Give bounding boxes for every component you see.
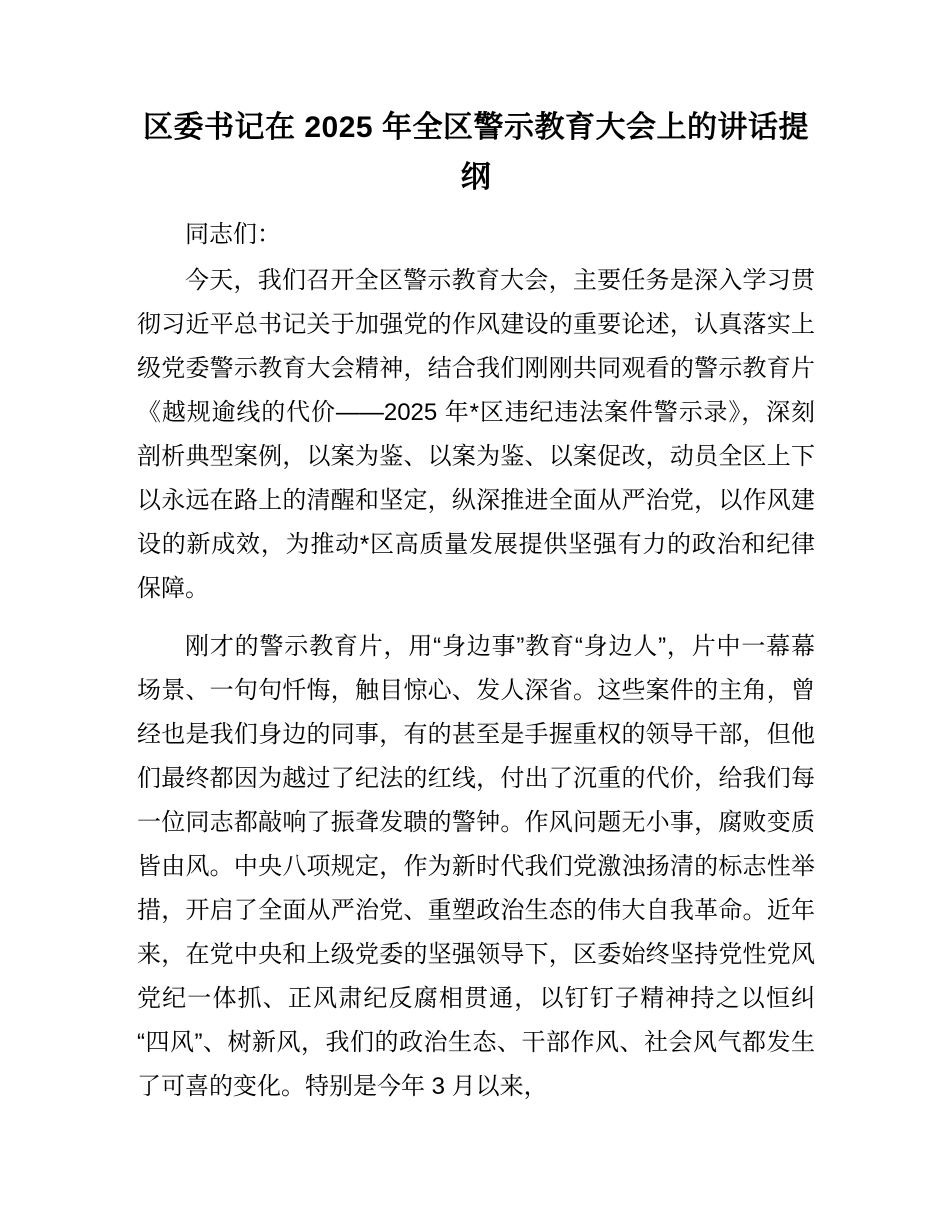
document-title: 区委书记在 2025 年全区警示教育大会上的讲话提纲 xyxy=(143,111,809,194)
paragraph-opening: 今天，我们召开全区警示教育大会，主要任务是深入学习贯彻习近平总书记关于加强党的作风建设的重要论述，认真落实上级党委警示教育大会精神，结合我们刚刚共同观看的警示教育片《越规逾线的代价——2025 年*区违纪违法案件警示录》，深刻剖析典型案例，以案为鉴、以案为鉴、以案促改，动员全区上下以永远在路上的清醒和坚定，纵深推进全面从严治党，以作风建设的新成效，为推动*区高质量发展提供坚强有力的政治和纪律保障。 xyxy=(137,267,815,602)
paragraph-warning-film: 刚才的警示教育片，用“身边事”教育“身边人”，片中一幕幕场景、一句句忏悔，触目惊心、发人深省。这些案件的主角，曾经也是我们身边的同事，有的甚至是手握重权的领导干部，但他们最终都因为越过了纪法的红线，付出了沉重的代价，给我们每一位同志都敲响了振聋发聩的警钟。作风问题无小事，腐败变质皆由风。中央八项规定，作为新时代我们党激浊扬清的标志性举措，开启了全面从严治党、重塑政治生态的伟大自我革命。近年来，在党中央和上级党委的坚强领导下，区委始终坚持党性党风党纪一体抓、正风肃纪反腐相贯通，以钉钉子精神持之以恒纠“四风”、树新风，我们的政治生态、干部作风、社会风气都发生了可喜的变化。特别是今年 3 月以来， xyxy=(137,633,815,1100)
greeting-line: 同志们： xyxy=(185,221,281,248)
